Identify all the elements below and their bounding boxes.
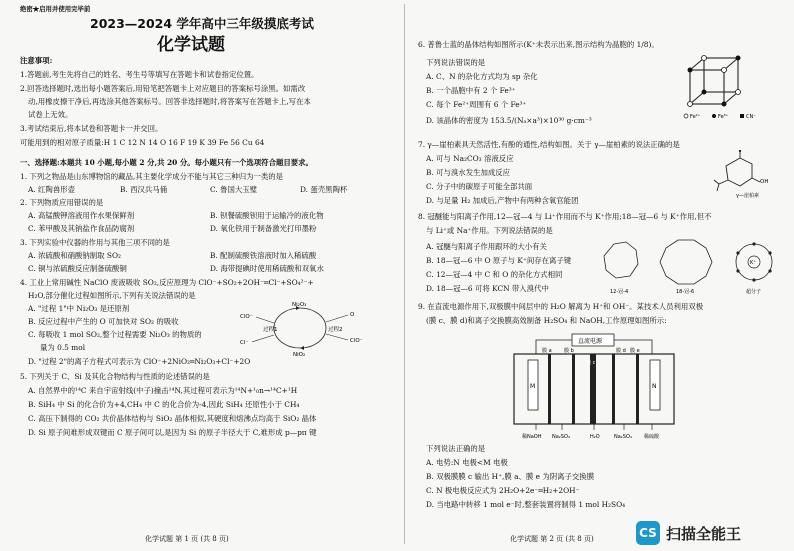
power-label: 直流电源	[578, 338, 603, 345]
note-line: 3.考试结束后,将本试卷和答题卡一并交回。	[20, 124, 163, 133]
q1-stem: 1. 下列之物品是山东博物馆的藏品,其主要化学成分不能与其它三种归为一类的是	[20, 172, 284, 181]
q3-option-d: D. 海带提碘时使用稀硫酸和双氧水	[210, 264, 324, 273]
right-page	[418, 0, 784, 551]
atomic-mass-line: 可能用到的相对原子质量:H 1 C 12 N 14 O 16 F 19 K 39 Fe 56 Cu 64	[20, 138, 265, 147]
q8-crown-diagram	[594, 236, 784, 296]
q6-option-c: C. 每个 Fe²⁺周围有 6 个 Fe³⁺	[426, 100, 527, 109]
electrode-m-label: M	[530, 383, 536, 390]
cycle-process1-label: 过程1	[263, 327, 278, 333]
q4-cycle-diagram	[238, 298, 368, 358]
q5-option-a: A. 自然界中的¹⁴C 来自宇宙射线(中子)撞击¹⁴N,其过程可表示为¹⁴N+¹₀n→¹⁴C+¹H	[28, 386, 298, 395]
note-line: 1.答题前,考生先将自己的姓名、考生号等填写在答题卡和试卷指定位置。	[20, 70, 259, 79]
legend-fe3: Fe³⁺	[718, 114, 729, 120]
note-line: 动,用橡皮擦干净后,再选涂其他答案标号。回答非选择题时,将答案写在答题卡上,写在本	[28, 97, 311, 106]
scanner-watermark	[636, 520, 786, 546]
cycle-arrow-line	[326, 315, 348, 322]
scanner-name: 扫描全能王	[666, 525, 742, 543]
cube-back	[704, 58, 738, 92]
cycle-arrow-line	[252, 335, 274, 342]
note-line: 试卷上无效。	[28, 110, 73, 119]
q4-option-c-cont: 量为 0.5 mol	[40, 343, 86, 352]
q7-option-d: D. 与足量 H₂ 加成后,产物中有两种含氧官能团	[426, 196, 579, 205]
q2-stem: 2. 下列物质应用错误的是	[20, 198, 104, 207]
inlet-water: H₂O	[590, 434, 600, 440]
membrane-c-label: 膜 c	[586, 360, 596, 366]
q8-line: 与 Li⁺或 Na⁺作用。下列说法错误的是	[426, 226, 553, 235]
k-ion-label: K⁺	[750, 260, 756, 266]
membrane-a-label: 膜 a	[542, 348, 552, 354]
isopropyl-bond	[719, 180, 728, 184]
q9-stem: 9. 在直流电源作用下,双极膜中间层中的 H₂O 解离为 H⁺和 OH⁻。某技术人员利用双极	[418, 302, 704, 311]
legend-fe2: Fe²⁺	[690, 114, 701, 120]
q2-option-d: D. 氧化铁用于制备激光打印墨粉	[210, 224, 317, 233]
note-line: 2.回答选择题时,选出每小题答案后,用铅笔把答题卡上对应题目的答案标号涂黑。如需改	[20, 84, 306, 93]
footer-right: 化学试题 第 2 页 (共 8 页)	[510, 535, 594, 543]
q5-stem: 5. 下列关于 C、Si 及其化合物结构与性质的论述错误的是	[20, 372, 210, 381]
q3-option-a: A. 浓硫酸和硝酸钠制取 SO₂	[28, 251, 121, 260]
q7-structure-diagram	[710, 150, 780, 200]
q4-option-d: D. "过程 2"的离子方程式可表示为 ClO⁻+2NiO₂═Ni₂O₃+Cl⁻+2O	[28, 357, 251, 366]
footer-left: 化学试题 第 1 页 (共 8 页)	[145, 535, 229, 543]
cube-front	[690, 70, 724, 104]
q5-option-b: B. SiH₄ 中 Si 的化合价为+4,CH₄ 中 C 的化合价为-4,因此 SiH₄ 还原性小于 CH₄	[28, 400, 300, 409]
q9-after: 下列说法正确的是	[426, 444, 486, 453]
q7-option-a: A. 可与 Na₂CO₃ 溶液反应	[426, 154, 514, 163]
label-18-6: 18-冠-6	[676, 289, 695, 295]
q4-option-a: A. "过程 1"中 Ni₂O₃ 是还原剂	[28, 304, 130, 313]
cycle-arrow	[300, 346, 304, 350]
inlet-na2so4-left: Na₂SO₄	[552, 434, 570, 440]
q6-stem: 6. 普鲁士蓝的晶体结构如图所示(K⁺未表示出来,图示结构为晶胞的 1/8)。	[418, 40, 659, 49]
membrane-d-label: 膜 d	[616, 348, 626, 354]
q5-option-d: D. Si 原子间难形成双键而 C 原子间可以,是因为 Si 的原子半径大于 C,难形成 p—pπ 键	[28, 428, 317, 437]
q3-option-b: B. 配制硫酸铁溶液时加入稀硫酸	[210, 251, 317, 260]
q9-line: (膜 c、膜 d)和离子交换膜高效制备 H₂SO₄ 和 NaOH,工作原理如图所示:	[426, 316, 667, 325]
q6-crystal-diagram	[680, 52, 780, 122]
membrane-b-label: 膜 b	[564, 348, 574, 354]
crown-12-4	[604, 242, 638, 278]
left-page	[20, 0, 398, 551]
q4-line: 4. 工业上常用碱性 NaClO 废液吸收 SO₂,反应原理为 ClO⁻+SO₂+2OH⁻═Cl⁻+SO₄²⁻+	[20, 278, 314, 287]
q3-stem: 3. 下列实验中仪器的作用与其他三项不同的是	[20, 238, 170, 247]
oh-bond	[752, 178, 760, 182]
q3-option-c: C. 铜与浓硫酸反应制备硫酸铜	[28, 264, 127, 273]
crown-18-6	[660, 240, 712, 284]
scanner-badge-icon: CS	[636, 521, 660, 545]
q1-option-a: A. 红陶兽形壶	[28, 185, 75, 194]
q2-option-a: A. 高锰酸钾溶液用作水果保鲜剂	[28, 211, 135, 220]
q7-stem: 7. γ—崖柏素具天然活性,有酚的通性,结构如图。关于 γ—崖柏素的说法正确的是	[418, 140, 680, 149]
inlet-h2so4: 稀硫酸	[644, 434, 660, 440]
q1-option-c: C. 鲁国大玉璧	[210, 185, 258, 194]
q6-option-d: D. 该晶体的密度为 153.5/(Nₐ×a³)×10³⁰ g·cm⁻³	[426, 116, 592, 125]
cycle-o-out: O	[350, 312, 355, 318]
section-heading: 一、选择题:本题共 10 小题,每小题 2 分,共 20 分。每小题只有一个选项符合题目要求。	[20, 158, 313, 167]
cycle-arrow-line	[326, 334, 348, 340]
oxygen-atom	[739, 150, 741, 152]
cycle-arrow-line	[256, 317, 274, 323]
inlet-naoh: 稀NaOH	[522, 434, 542, 440]
q8-option-a: A. 冠醚与阳离子作用跟环的大小有关	[426, 242, 547, 251]
q5-option-c: C. 高压下制得的 CO₂ 共价晶体结构与 SiO₂ 晶体相似,其硬度和熔沸点均高于 SiO₂ 晶体	[28, 414, 317, 423]
q7-option-c: C. 分子中的碳原子可能全部共面	[426, 182, 533, 191]
cycle-clo-left: ClO⁻	[240, 314, 253, 320]
ring	[726, 158, 752, 186]
q9-option-a: A. 电势:N 电极<M 电极	[426, 458, 508, 467]
electrode-n-label: N	[652, 383, 657, 390]
q4-option-b: B. 反应过程中产生的 O 可加快对 SO₂ 的吸收	[28, 317, 179, 326]
secret-note: 绝密★启用并使用完毕前	[20, 5, 91, 13]
q2-option-b: B. 钡餐硫酸钡用于运输冷的液化物	[210, 211, 324, 220]
subject-title: 化学试题	[157, 35, 225, 55]
membrane-a	[548, 354, 551, 424]
q7-label: γ—崖柏素	[736, 193, 759, 199]
inlet-na2so4-right: Na₂SO₄	[614, 434, 632, 440]
q8-option-d: D. 18—冠—6 可将 KCN 带入溴代中	[426, 284, 549, 293]
q9-option-b: B. 双极膜膜 c 输出 H⁺,膜 a、膜 e 为阴离子交换膜	[426, 472, 595, 481]
membrane-b	[572, 354, 575, 424]
q9-option-c: C. N 极电极反应式为 2H₂O+2e⁻═H₂+2OH⁻	[426, 486, 580, 495]
cycle-clo-right: ClO⁻	[350, 338, 363, 344]
cycle-process2-label: 过程2	[328, 327, 343, 333]
notes-heading: 注意事项:	[20, 56, 53, 65]
membrane-d	[612, 354, 615, 424]
label-12-4: 12-冠-4	[610, 289, 629, 295]
q6-option-b: B. 一个晶胞中有 2 个 Fe³⁺	[426, 86, 516, 95]
q2-option-c: C. 苯甲酸及其钠盐作食品防腐剂	[28, 224, 135, 233]
cycle-cl-out: Cl⁻	[240, 340, 249, 346]
q1-option-b: B. 西汉兵马俑	[120, 185, 168, 194]
q8-stem: 8. 冠醚能与阳离子作用,12—冠—4 与 Li⁺作用而不与 K⁺作用;18—冠—6 与 K⁺作用,但不	[418, 212, 712, 221]
legend-fe3-marker	[712, 114, 716, 118]
q1-option-d: D. 蛋壳黑陶杯	[300, 185, 348, 194]
legend-fe2-marker	[684, 114, 688, 118]
q7-oh-label: OH	[760, 179, 769, 185]
label-supra: 超分子	[746, 289, 762, 295]
exam-title: 2023—2024 学年高中三年级摸底考试	[90, 16, 314, 31]
legend-cn-marker	[740, 114, 744, 118]
q7-option-b: B. 可与溴水发生加成反应	[426, 168, 511, 177]
q8-option-b: B. 18—冠—6 中 O 原子与 K⁺间存在离子键	[426, 256, 572, 265]
q6-line: 下列说法错误的是	[426, 58, 486, 67]
q4-line: H₂O,部分催化过程如图所示,下列有关说法错误的是	[28, 291, 196, 300]
cycle-ellipse	[274, 308, 326, 348]
q4-option-c: C. 每吸收 1 mol SO₂,整个过程需要 Ni₂O₃ 的物质的	[28, 330, 202, 339]
page-divider	[404, 4, 405, 544]
q8-option-c: C. 12—冠—4 中 C 和 O 的杂化方式相同	[426, 270, 563, 279]
cycle-top-label: Ni₂O₃	[292, 302, 307, 308]
cycle-bottom-label: NiO₂	[293, 352, 306, 358]
legend-cn: CN⁻	[746, 114, 756, 120]
membrane-e	[636, 354, 639, 424]
membrane-e-label: 膜 e	[630, 348, 640, 354]
q9-option-d: D. 当电路中转移 1 mol e⁻时,整套装置将制得 1 mol H₂SO₄	[426, 500, 626, 509]
q9-electrolysis-diagram	[506, 330, 682, 442]
q6-option-a: A. C、N 的杂化方式均为 sp 杂化	[426, 72, 538, 81]
